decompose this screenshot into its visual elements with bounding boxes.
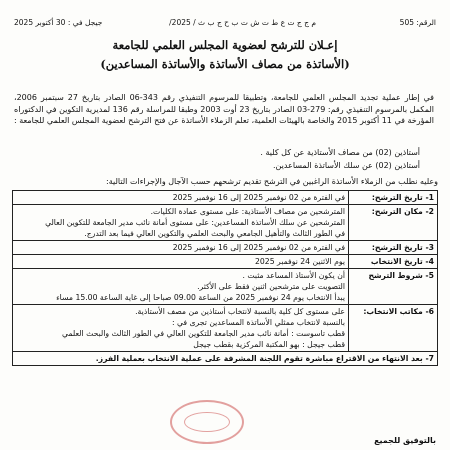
row-value [13,269,349,305]
table-row [13,269,438,305]
row-key: 6- مكاتب الانتخاب: [349,305,438,352]
row-value-line: قطب تاسوست : أمانة نائب مدير الجامعة للتكوين العالي في الطور الثالث والبحث العلمي [62,329,345,338]
official-stamp [170,400,244,444]
table-row [13,352,438,366]
row-value-line: في الفترة من 02 نوفمبر 2025 إلى 16 نوفمبر 2025 [172,193,345,202]
announcement-subtitle: (الأساتذة من مصاف الأساتذة والأساتذة المساعدين) [100,57,350,71]
table-row [13,241,438,255]
intro-paragraph: في إطار عملية تجديد المجلس العلمي للجامعة، وتطبيقا للمرسوم التنفيذي رقم 343-06 الصادر بتاريخ 27 سبتمبر 2006، المكمل بالمرسوم التنفيذي رقم: 279-03 الصادر بتاريخ 23 أوت 2003 وطبقا للمراسلة رقم 136 لمديرية التكوين في الدكتوراه المؤرخة في 11 أكتوبر 2015 والخاصة بالهيئات العلمية، تعلم الزملاء الأساتذة عن فتح الترشح لعضوية المجلس العلمي للجامعة : [14,93,435,125]
row-key: 3- تاريخ الترشح: [349,241,438,255]
row-key: 5- شروط الترشح [349,269,438,305]
row-key: 7- بعد الانتهاء من الاقتراع مباشرة تقوم اللجنة المشرفة على عملية الانتخاب بعملية الفرز. [13,352,438,366]
table-row [13,305,438,352]
table-row [13,255,438,269]
row-value-line: بالنسبة لانتخاب ممثلي الأساتذة المساعدين تجرى في : [171,318,345,327]
row-value [13,205,349,241]
row-value-line: يبدأ الانتخاب يوم 24 نوفمبر 2025 من الساعة 09.00 صباحا إلى غاية الساعة 15.00 مساء [56,293,345,302]
row-key: 4- تاريخ الانتخاب [349,255,438,269]
row-value [13,305,349,352]
row-value [13,255,349,269]
bullet-professors: أستاذين (02) من مصاف الأستاذية عن كل كلية . [260,148,420,157]
row-value [13,241,349,255]
row-key: 2- مكان الترشح: [349,205,438,241]
bullet-assistant-professors: أستاذين (02) عن سلك الأساتذة المساعدين. [273,161,420,170]
row-value-line: أن يكون الأستاذ المساعد مثبت . [242,271,345,280]
row-value-line: يوم الاثنين 24 نوفمبر 2025 [255,257,345,266]
procedure-table [12,190,438,366]
row-value-line: في الفترة من 02 نوفمبر 2025 إلى 16 نوفمبر 2025 [172,243,345,252]
announcement-title: إعـلان للترشح لعضوية المجلس العلمي للجامعة [112,38,338,52]
row-value-line: في الطور الثالث والتأهيل الجامعي والبحث العلمي والتكوين العالي فيما بعد التدرج. [84,229,345,238]
reference-line [14,18,436,28]
row-value [13,191,349,205]
row-value-line: على مستوى كل كلية بالنسبة لانتخاب أستاذين من مصف الأستاذية. [135,307,345,316]
row-key: 1- تاريخ الترشح: [349,191,438,205]
row-value-line: المترشحين من مصاف الأستاذية: على مستوى عمادة الكليات. [150,207,345,216]
row-value-line: التصويت على مترشحين اثنين فقط على الأكثر. [197,282,345,291]
row-value-line: قطب جيجل : بهو المكتبة المركزية بقطب جيجل [193,340,345,349]
procedure-note: وعليه نطلب من الزملاء الأساتذة الراغبين في الترشح تقديم ترشحهم حسب الآجال والإجراءات التالية: [106,177,438,186]
document-reference-code: /م ج ج ت ع ط ت ش ت ب ح ج ب ث / 2025 [169,18,316,27]
row-value-line: المترشحين عن سلك الأساتذة المساعدين: على مستوى أمانة نائب مدير الجامعة للتكوين العالي [45,218,345,227]
table-row [13,205,438,241]
closing-wish: بالتوفيق للجميع [374,436,436,445]
document-date: جيجل في : 30 أكتوبر 2025 [14,18,103,27]
document-number: الرقم: 505 [399,18,436,27]
table-row [13,191,438,205]
